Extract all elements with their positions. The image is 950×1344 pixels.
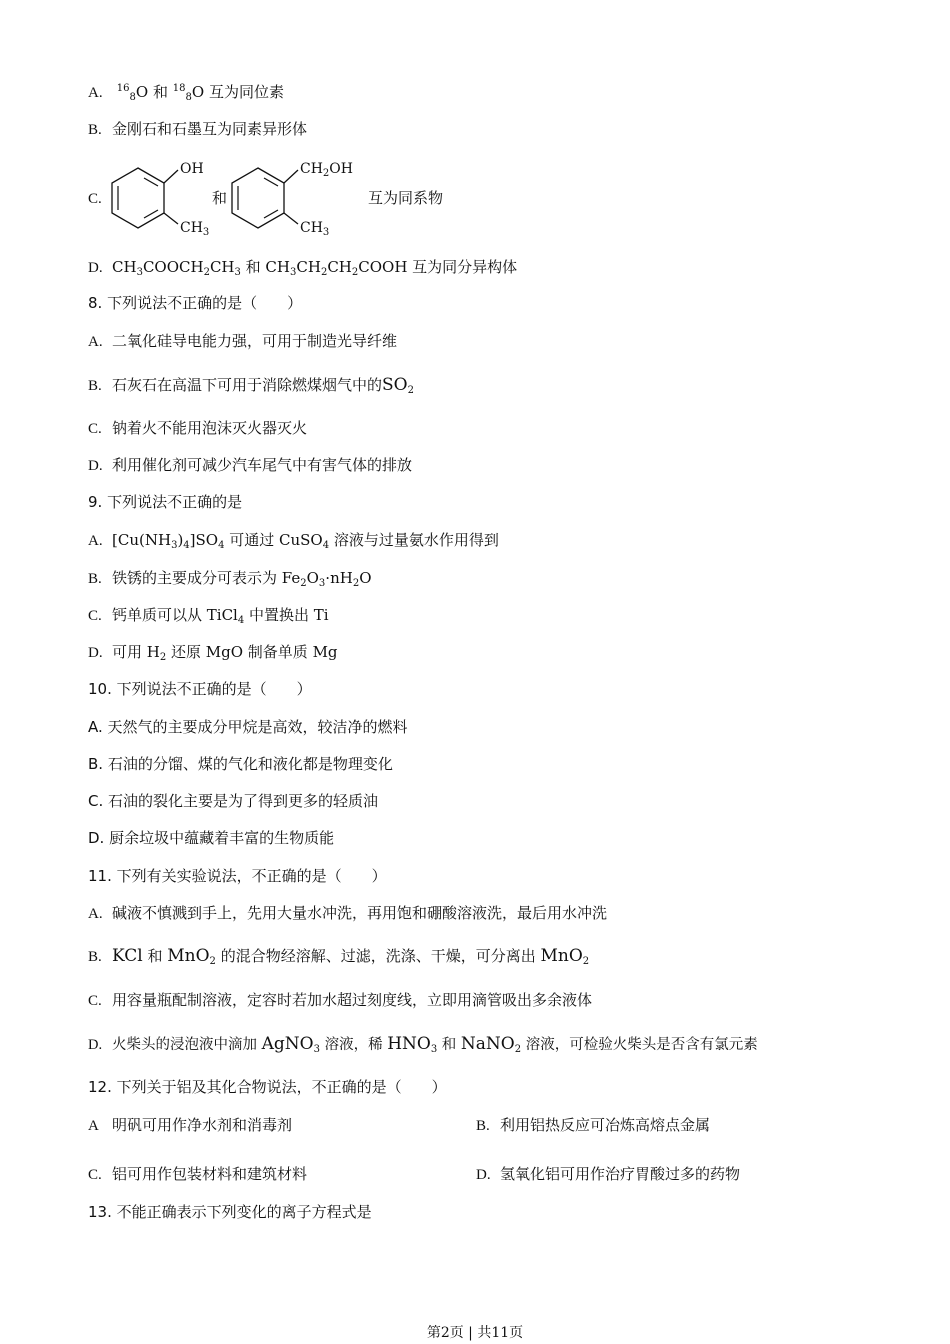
q11-title: 11. 下列有关实验说法，不正确的是（ ）: [88, 867, 387, 885]
q12-title: 12. 下列关于铝及其化合物说法，不正确的是（ ）: [88, 1078, 447, 1096]
q10-option-d: D. 厨余垃圾中蕴藏着丰富的生物质能: [88, 829, 335, 847]
q7-option-b: B. 金刚石和石墨互为同素异形体: [88, 120, 308, 138]
q7-option-a: A. $^{16}_8$O 和 $^{18}_8$O 互为同位素: [88, 83, 284, 103]
q8-option-a: A. 二氧化硅导电能力强，可用于制造光导纤维: [88, 332, 398, 350]
mol2-top-group: $CH_2OH$: [300, 161, 353, 179]
q12-option-c: C. 铝可用作包装材料和建筑材料: [88, 1165, 308, 1183]
q10-option-b: B. 石油的分馏、煤的气化和液化都是物理变化: [88, 755, 393, 773]
q13-title: 13. 不能正确表示下列变化的离子方程式是: [88, 1203, 372, 1221]
q9-title: 9. 下列说法不正确的是: [88, 493, 243, 511]
mol1-top-group: OH: [180, 161, 204, 177]
q12-option-a: A 明矾可用作净水剂和消毒剂: [88, 1116, 293, 1134]
q9-option-c: C. 钙单质可以从 TiCl$_4$ 中置换出 Ti: [88, 606, 329, 626]
mol1-bottom-group: $CH_3$: [180, 220, 210, 238]
mol2-bottom-group: $CH_3$: [300, 220, 330, 238]
q8-title: 8. 下列说法不正确的是（ ）: [88, 294, 303, 312]
q7-option-c-label: C.: [88, 191, 102, 207]
page-footer: 第2页 | 共11页: [426, 1325, 524, 1341]
q12-option-d: D. 氢氧化铝可用作治疗胃酸过多的药物: [476, 1165, 741, 1183]
q11-option-a: A. 碱液不慎溅到手上，先用大量水冲洗，再用饱和硼酸溶液洗，最后用水冲洗: [88, 904, 608, 922]
q9-option-a: A. $[Cu(NH_3)_4]SO_4$ 可通过 CuSO$_4$ 溶液与过量氨水作用得到: [88, 531, 499, 551]
q11-option-c: C. 用容量瓶配制溶液，定容时若加水超过刻度线，立即用滴管吸出多余液体: [88, 991, 593, 1009]
q11-option-d: D. 火柴头的浸泡液中滴加 AgNO$_3$ 溶液，稀 $HNO_3$ 和 NaNO$_2$ 溶液，可检验火柴头是否含有氯元素: [88, 1034, 758, 1055]
q7-option-c-tail: 互为同系物: [368, 189, 444, 207]
q11-option-b: B. KCl 和 MnO$_2$ 的混合物经溶解、过滤，洗涤、干燥，可分离出 MnO$_2$: [88, 946, 590, 967]
q9-option-d: D. 可用 $H_2$ 还原 MgO 制备单质 Mg: [88, 643, 338, 663]
q12-option-b: B. 利用铝热反应可冶炼高熔点金属: [476, 1116, 711, 1134]
q10-option-a: A. 天然气的主要成分甲烷是高效，较洁净的燃料: [88, 718, 408, 736]
q8-option-b: B. 石灰石在高温下可用于消除燃煤烟气中的$SO_2$: [88, 375, 414, 396]
q10-title: 10. 下列说法不正确的是（ ）: [88, 680, 312, 698]
q8-option-d: D. 利用催化剂可减少汽车尾气中有害气体的排放: [88, 456, 413, 474]
q7-option-c-and: 和: [212, 189, 228, 207]
q7-option-d: D. $CH_3COOCH_2CH_3$ 和 $CH_3CH_2CH_2COOH$ 互为同分异构体: [88, 258, 518, 278]
q9-option-b: B. 铁锈的主要成分可表示为 $Fe_2O_3\cdot nH_2O$: [88, 569, 372, 589]
q8-option-c: C. 钠着火不能用泡沫灭火器灭火: [88, 419, 308, 437]
q10-option-c: C. 石油的裂化主要是为了得到更多的轻质油: [88, 792, 379, 810]
